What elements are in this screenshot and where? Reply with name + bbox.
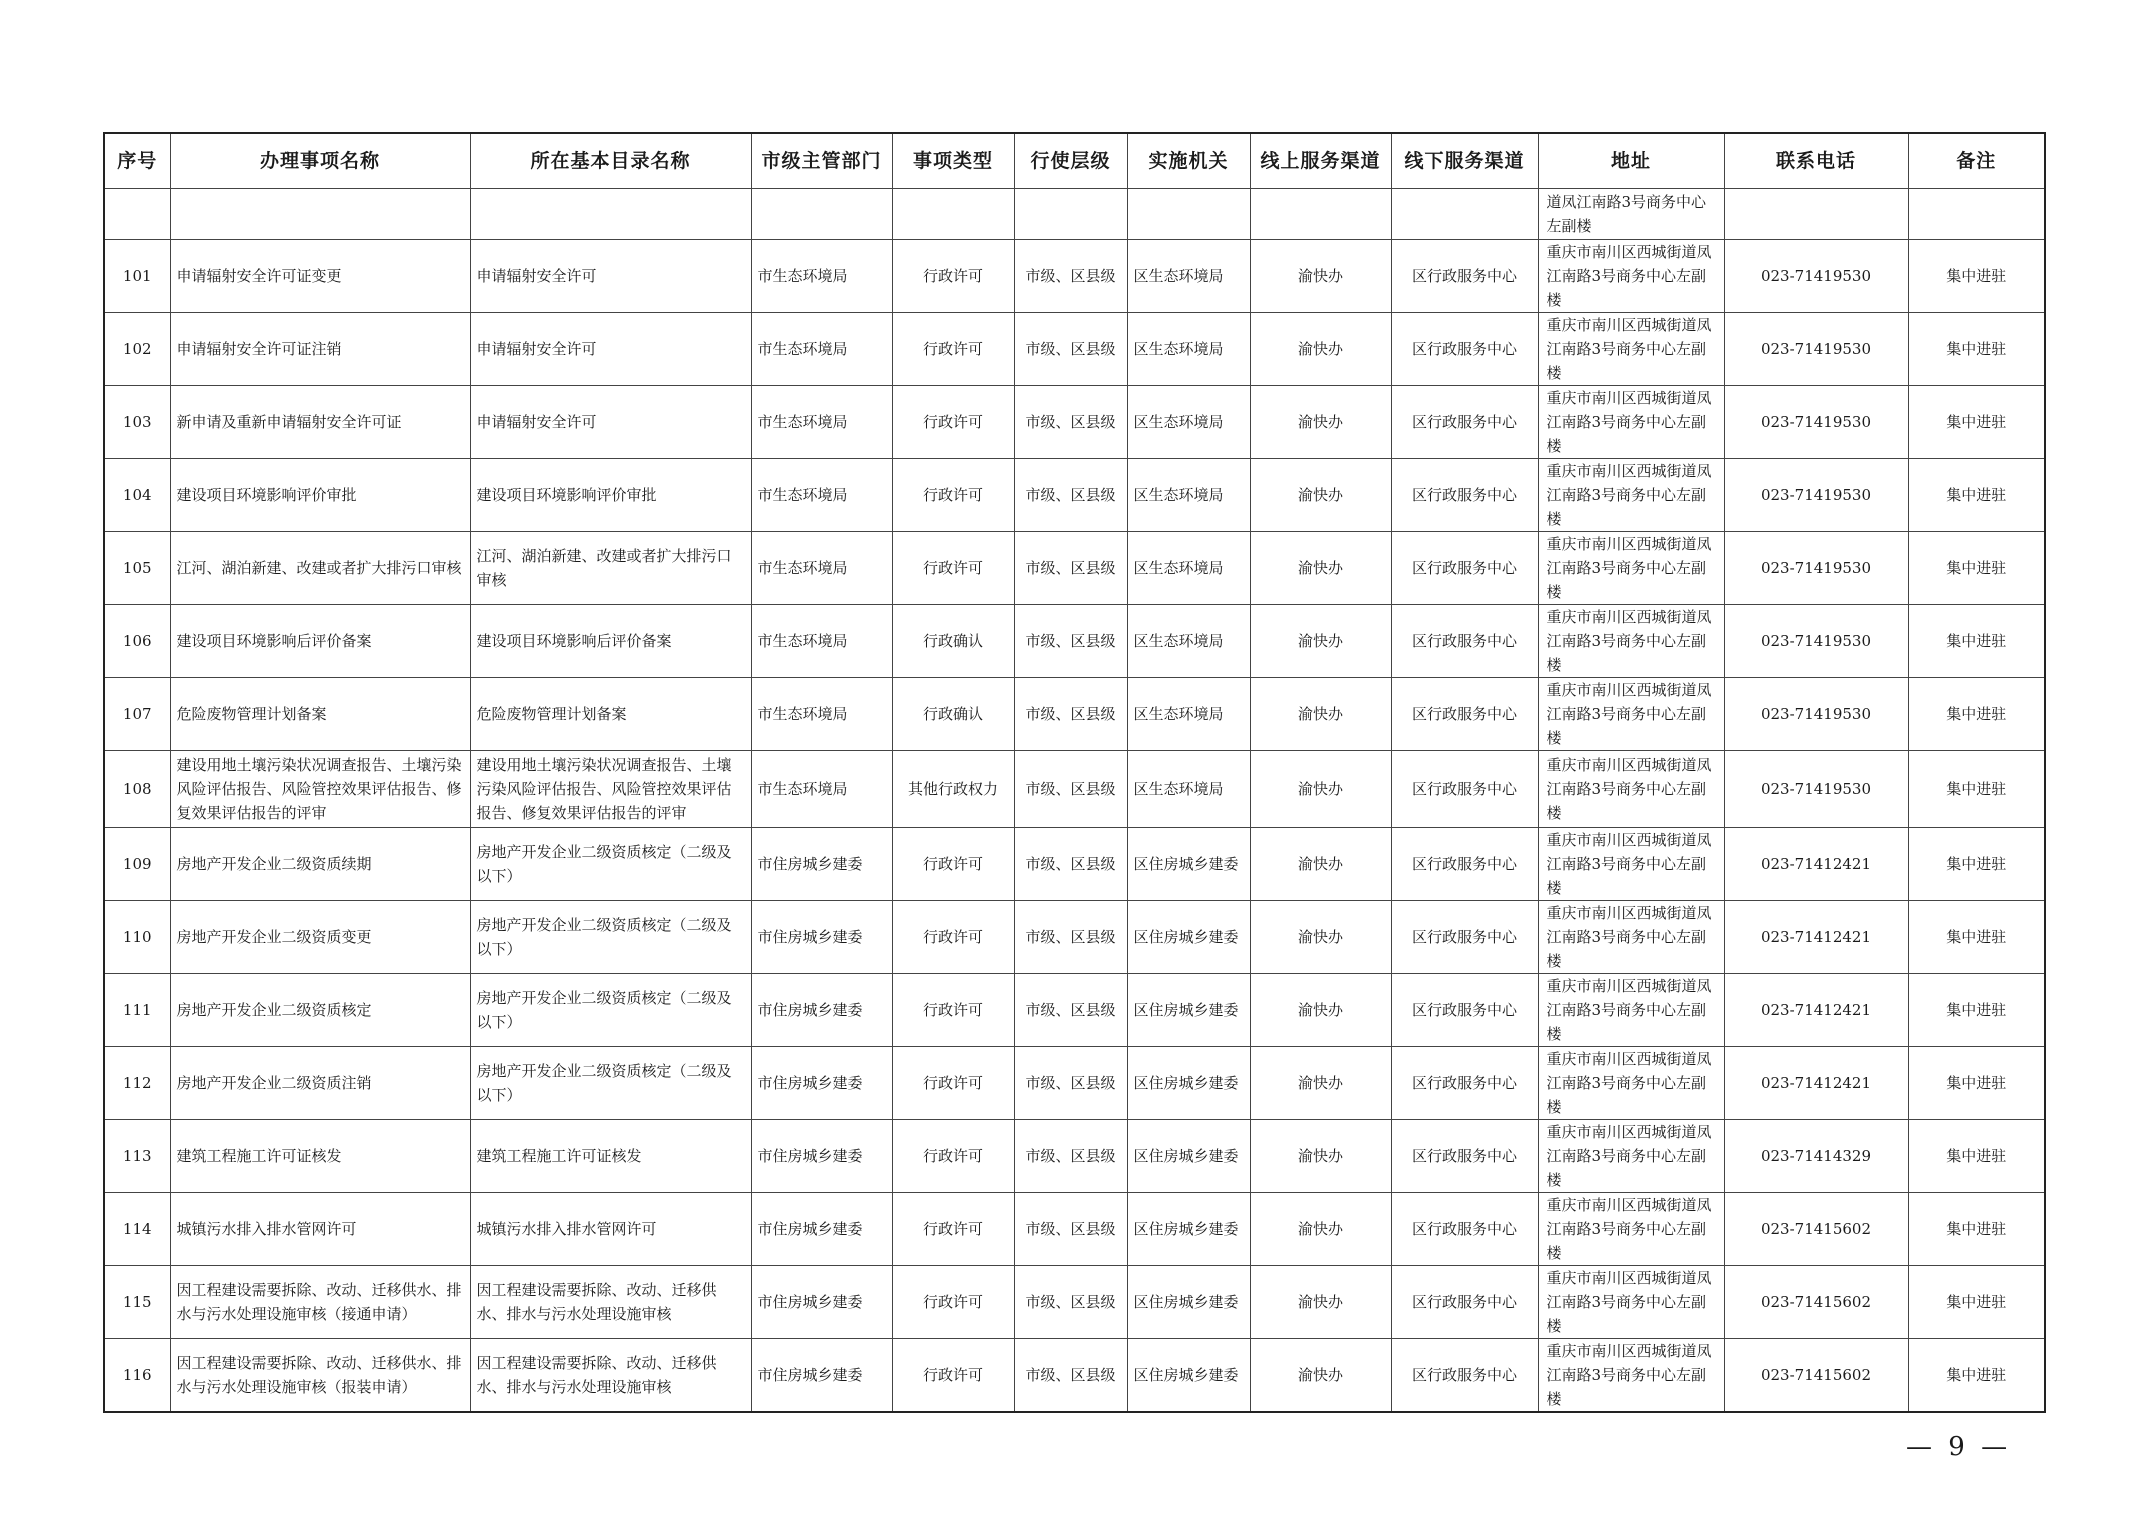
header-cell: 序号 [104, 133, 170, 189]
department-cell: 市住房城乡建委 [751, 1047, 892, 1120]
item-type-cell: 其他行政权力 [892, 751, 1014, 828]
row-number-cell: 113 [104, 1120, 170, 1193]
item-type-cell: 行政许可 [892, 828, 1014, 901]
note-cell: 集中进驻 [1908, 1266, 2045, 1339]
online-channel-cell: 渝快办 [1250, 1339, 1391, 1413]
agency-cell: 区生态环境局 [1127, 313, 1250, 386]
department-cell: 市生态环境局 [751, 751, 892, 828]
level-cell: 市级、区县级 [1014, 751, 1127, 828]
table-row [104, 1339, 2045, 1413]
table-row [104, 828, 2045, 901]
service-items-table [103, 132, 2046, 1413]
address-cell: 重庆市南川区西城街道凤江南路3号商务中心左副楼 [1538, 1120, 1724, 1193]
offline-channel-cell: 区行政服务中心 [1391, 386, 1538, 459]
table-row [104, 532, 2045, 605]
row-number-cell: 111 [104, 974, 170, 1047]
level-cell: 市级、区县级 [1014, 313, 1127, 386]
empty-cell [170, 189, 470, 240]
online-channel-cell: 渝快办 [1250, 828, 1391, 901]
header-cell: 事项类型 [892, 133, 1014, 189]
level-cell: 市级、区县级 [1014, 1266, 1127, 1339]
item-type-cell: 行政许可 [892, 974, 1014, 1047]
row-number-cell: 114 [104, 1193, 170, 1266]
department-cell: 市生态环境局 [751, 532, 892, 605]
level-cell: 市级、区县级 [1014, 974, 1127, 1047]
item-name-cell: 江河、湖泊新建、改建或者扩大排污口审核 [170, 532, 470, 605]
item-type-cell: 行政许可 [892, 313, 1014, 386]
item-name-cell: 建设用地土壤污染状况调查报告、土壤污染风险评估报告、风险管控效果评估报告、修复效果评估报告的评审 [170, 751, 470, 828]
row-number-cell: 101 [104, 240, 170, 313]
item-name-cell: 建筑工程施工许可证核发 [170, 1120, 470, 1193]
row-number-cell: 104 [104, 459, 170, 532]
online-channel-cell: 渝快办 [1250, 901, 1391, 974]
header-cell: 所在基本目录名称 [470, 133, 751, 189]
phone-cell: 023-71419530 [1724, 678, 1908, 751]
address-cell: 重庆市南川区西城街道凤江南路3号商务中心左副楼 [1538, 751, 1724, 828]
catalog-name-cell: 建设用地土壤污染状况调查报告、土壤污染风险评估报告、风险管控效果评估报告、修复效果评估报告的评审 [470, 751, 751, 828]
item-type-cell: 行政许可 [892, 901, 1014, 974]
department-cell: 市生态环境局 [751, 386, 892, 459]
phone-cell: 023-71412421 [1724, 901, 1908, 974]
table-body [104, 189, 2045, 1413]
level-cell: 市级、区县级 [1014, 678, 1127, 751]
catalog-name-cell: 建设项目环境影响评价审批 [470, 459, 751, 532]
phone-cell: 023-71419530 [1724, 605, 1908, 678]
online-channel-cell: 渝快办 [1250, 313, 1391, 386]
catalog-name-cell: 申请辐射安全许可 [470, 240, 751, 313]
empty-cell [892, 189, 1014, 240]
level-cell: 市级、区县级 [1014, 386, 1127, 459]
agency-cell: 区住房城乡建委 [1127, 1193, 1250, 1266]
header-cell: 市级主管部门 [751, 133, 892, 189]
note-cell: 集中进驻 [1908, 1120, 2045, 1193]
item-type-cell: 行政许可 [892, 1120, 1014, 1193]
phone-cell: 023-71412421 [1724, 1047, 1908, 1120]
phone-cell: 023-71415602 [1724, 1266, 1908, 1339]
header-cell: 线下服务渠道 [1391, 133, 1538, 189]
agency-cell: 区生态环境局 [1127, 386, 1250, 459]
item-type-cell: 行政许可 [892, 1193, 1014, 1266]
item-type-cell: 行政许可 [892, 240, 1014, 313]
phone-cell: 023-71412421 [1724, 974, 1908, 1047]
online-channel-cell: 渝快办 [1250, 1047, 1391, 1120]
item-type-cell: 行政确认 [892, 678, 1014, 751]
note-cell: 集中进驻 [1908, 459, 2045, 532]
department-cell: 市住房城乡建委 [751, 828, 892, 901]
address-cell: 重庆市南川区西城街道凤江南路3号商务中心左副楼 [1538, 974, 1724, 1047]
level-cell: 市级、区县级 [1014, 901, 1127, 974]
offline-channel-cell: 区行政服务中心 [1391, 751, 1538, 828]
header-cell: 线上服务渠道 [1250, 133, 1391, 189]
row-number-cell: 105 [104, 532, 170, 605]
table-row [104, 459, 2045, 532]
address-cell: 重庆市南川区西城街道凤江南路3号商务中心左副楼 [1538, 1193, 1724, 1266]
offline-channel-cell: 区行政服务中心 [1391, 974, 1538, 1047]
item-name-cell: 房地产开发企业二级资质核定 [170, 974, 470, 1047]
offline-channel-cell: 区行政服务中心 [1391, 605, 1538, 678]
online-channel-cell: 渝快办 [1250, 1120, 1391, 1193]
department-cell: 市住房城乡建委 [751, 901, 892, 974]
item-type-cell: 行政许可 [892, 1339, 1014, 1413]
header-cell: 实施机关 [1127, 133, 1250, 189]
department-cell: 市住房城乡建委 [751, 1120, 892, 1193]
page-number: — 9 — [1906, 1432, 2012, 1462]
note-cell: 集中进驻 [1908, 1193, 2045, 1266]
level-cell: 市级、区县级 [1014, 459, 1127, 532]
note-cell: 集中进驻 [1908, 1339, 2045, 1413]
offline-channel-cell: 区行政服务中心 [1391, 1120, 1538, 1193]
table-row [104, 751, 2045, 828]
address-cell: 重庆市南川区西城街道凤江南路3号商务中心左副楼 [1538, 240, 1724, 313]
row-number-cell: 115 [104, 1266, 170, 1339]
item-name-cell: 因工程建设需要拆除、改动、迁移供水、排水与污水处理设施审核（报装申请） [170, 1339, 470, 1413]
agency-cell: 区生态环境局 [1127, 532, 1250, 605]
item-name-cell: 新申请及重新申请辐射安全许可证 [170, 386, 470, 459]
empty-cell [470, 189, 751, 240]
phone-cell: 023-71419530 [1724, 751, 1908, 828]
table-row [104, 678, 2045, 751]
note-cell: 集中进驻 [1908, 901, 2045, 974]
note-cell: 集中进驻 [1908, 386, 2045, 459]
department-cell: 市住房城乡建委 [751, 1339, 892, 1413]
note-cell: 集中进驻 [1908, 751, 2045, 828]
item-name-cell: 房地产开发企业二级资质续期 [170, 828, 470, 901]
catalog-name-cell: 房地产开发企业二级资质核定（二级及以下） [470, 1047, 751, 1120]
table-row [104, 313, 2045, 386]
address-cell: 道凤江南路3号商务中心左副楼 [1538, 189, 1724, 240]
catalog-name-cell: 城镇污水排入排水管网许可 [470, 1193, 751, 1266]
item-type-cell: 行政许可 [892, 459, 1014, 532]
row-number-cell: 106 [104, 605, 170, 678]
row-number-cell: 112 [104, 1047, 170, 1120]
empty-cell [1127, 189, 1250, 240]
department-cell: 市生态环境局 [751, 313, 892, 386]
address-cell: 重庆市南川区西城街道凤江南路3号商务中心左副楼 [1538, 532, 1724, 605]
row-number-cell: 107 [104, 678, 170, 751]
online-channel-cell: 渝快办 [1250, 459, 1391, 532]
table-row [104, 974, 2045, 1047]
address-cell: 重庆市南川区西城街道凤江南路3号商务中心左副楼 [1538, 1266, 1724, 1339]
offline-channel-cell: 区行政服务中心 [1391, 1193, 1538, 1266]
note-cell: 集中进驻 [1908, 974, 2045, 1047]
item-type-cell: 行政许可 [892, 1047, 1014, 1120]
agency-cell: 区住房城乡建委 [1127, 901, 1250, 974]
phone-cell: 023-71419530 [1724, 532, 1908, 605]
row-number-cell: 109 [104, 828, 170, 901]
catalog-name-cell: 江河、湖泊新建、改建或者扩大排污口审核 [470, 532, 751, 605]
offline-channel-cell: 区行政服务中心 [1391, 313, 1538, 386]
phone-cell: 023-71412421 [1724, 828, 1908, 901]
offline-channel-cell: 区行政服务中心 [1391, 459, 1538, 532]
catalog-name-cell: 房地产开发企业二级资质核定（二级及以下） [470, 901, 751, 974]
phone-cell: 023-71419530 [1724, 386, 1908, 459]
table-row [104, 1047, 2045, 1120]
level-cell: 市级、区县级 [1014, 605, 1127, 678]
item-type-cell: 行政确认 [892, 605, 1014, 678]
offline-channel-cell: 区行政服务中心 [1391, 240, 1538, 313]
empty-cell [1250, 189, 1391, 240]
phone-cell: 023-71419530 [1724, 240, 1908, 313]
address-cell: 重庆市南川区西城街道凤江南路3号商务中心左副楼 [1538, 605, 1724, 678]
level-cell: 市级、区县级 [1014, 532, 1127, 605]
address-cell: 重庆市南川区西城街道凤江南路3号商务中心左副楼 [1538, 1339, 1724, 1413]
item-name-cell: 建设项目环境影响评价审批 [170, 459, 470, 532]
offline-channel-cell: 区行政服务中心 [1391, 828, 1538, 901]
level-cell: 市级、区县级 [1014, 240, 1127, 313]
row-number-cell: 103 [104, 386, 170, 459]
continuation-row [104, 189, 2045, 240]
address-cell: 重庆市南川区西城街道凤江南路3号商务中心左副楼 [1538, 459, 1724, 532]
table-row [104, 1120, 2045, 1193]
offline-channel-cell: 区行政服务中心 [1391, 1339, 1538, 1413]
note-cell: 集中进驻 [1908, 1047, 2045, 1120]
header-cell: 联系电话 [1724, 133, 1908, 189]
table-row [104, 1193, 2045, 1266]
item-type-cell: 行政许可 [892, 1266, 1014, 1339]
item-name-cell: 申请辐射安全许可证变更 [170, 240, 470, 313]
agency-cell: 区生态环境局 [1127, 678, 1250, 751]
note-cell: 集中进驻 [1908, 532, 2045, 605]
level-cell: 市级、区县级 [1014, 1193, 1127, 1266]
offline-channel-cell: 区行政服务中心 [1391, 532, 1538, 605]
empty-cell [1391, 189, 1538, 240]
offline-channel-cell: 区行政服务中心 [1391, 1047, 1538, 1120]
agency-cell: 区生态环境局 [1127, 751, 1250, 828]
agency-cell: 区生态环境局 [1127, 459, 1250, 532]
table-row [104, 901, 2045, 974]
note-cell: 集中进驻 [1908, 678, 2045, 751]
item-type-cell: 行政许可 [892, 386, 1014, 459]
item-name-cell: 房地产开发企业二级资质注销 [170, 1047, 470, 1120]
department-cell: 市生态环境局 [751, 459, 892, 532]
online-channel-cell: 渝快办 [1250, 240, 1391, 313]
offline-channel-cell: 区行政服务中心 [1391, 1266, 1538, 1339]
address-cell: 重庆市南川区西城街道凤江南路3号商务中心左副楼 [1538, 1047, 1724, 1120]
agency-cell: 区住房城乡建委 [1127, 1339, 1250, 1413]
agency-cell: 区生态环境局 [1127, 240, 1250, 313]
table-row [104, 386, 2045, 459]
online-channel-cell: 渝快办 [1250, 751, 1391, 828]
row-number-cell: 108 [104, 751, 170, 828]
catalog-name-cell: 申请辐射安全许可 [470, 313, 751, 386]
agency-cell: 区住房城乡建委 [1127, 1266, 1250, 1339]
item-type-cell: 行政许可 [892, 532, 1014, 605]
table-row [104, 605, 2045, 678]
phone-cell: 023-71414329 [1724, 1120, 1908, 1193]
header-cell: 办理事项名称 [170, 133, 470, 189]
agency-cell: 区生态环境局 [1127, 605, 1250, 678]
department-cell: 市生态环境局 [751, 240, 892, 313]
online-channel-cell: 渝快办 [1250, 974, 1391, 1047]
catalog-name-cell: 因工程建设需要拆除、改动、迁移供水、排水与污水处理设施审核 [470, 1266, 751, 1339]
empty-cell [751, 189, 892, 240]
empty-cell [1014, 189, 1127, 240]
agency-cell: 区住房城乡建委 [1127, 1120, 1250, 1193]
department-cell: 市住房城乡建委 [751, 1266, 892, 1339]
empty-cell [1908, 189, 2045, 240]
item-name-cell: 城镇污水排入排水管网许可 [170, 1193, 470, 1266]
row-number-cell: 116 [104, 1339, 170, 1413]
catalog-name-cell: 因工程建设需要拆除、改动、迁移供水、排水与污水处理设施审核 [470, 1339, 751, 1413]
header-cell: 备注 [1908, 133, 2045, 189]
note-cell: 集中进驻 [1908, 605, 2045, 678]
level-cell: 市级、区县级 [1014, 1047, 1127, 1120]
catalog-name-cell: 建筑工程施工许可证核发 [470, 1120, 751, 1193]
note-cell: 集中进驻 [1908, 828, 2045, 901]
department-cell: 市生态环境局 [751, 605, 892, 678]
online-channel-cell: 渝快办 [1250, 386, 1391, 459]
table-header-row [104, 133, 2045, 189]
header-cell: 地址 [1538, 133, 1724, 189]
table-row [104, 240, 2045, 313]
service-items-table-container [103, 132, 2044, 1413]
table-row [104, 1266, 2045, 1339]
address-cell: 重庆市南川区西城街道凤江南路3号商务中心左副楼 [1538, 901, 1724, 974]
agency-cell: 区住房城乡建委 [1127, 828, 1250, 901]
catalog-name-cell: 房地产开发企业二级资质核定（二级及以下） [470, 974, 751, 1047]
offline-channel-cell: 区行政服务中心 [1391, 678, 1538, 751]
online-channel-cell: 渝快办 [1250, 605, 1391, 678]
offline-channel-cell: 区行政服务中心 [1391, 901, 1538, 974]
online-channel-cell: 渝快办 [1250, 678, 1391, 751]
note-cell: 集中进驻 [1908, 240, 2045, 313]
header-cell: 行使层级 [1014, 133, 1127, 189]
online-channel-cell: 渝快办 [1250, 1193, 1391, 1266]
address-cell: 重庆市南川区西城街道凤江南路3号商务中心左副楼 [1538, 678, 1724, 751]
empty-cell [1724, 189, 1908, 240]
agency-cell: 区住房城乡建委 [1127, 1047, 1250, 1120]
agency-cell: 区住房城乡建委 [1127, 974, 1250, 1047]
department-cell: 市住房城乡建委 [751, 974, 892, 1047]
phone-cell: 023-71419530 [1724, 313, 1908, 386]
catalog-name-cell: 房地产开发企业二级资质核定（二级及以下） [470, 828, 751, 901]
address-cell: 重庆市南川区西城街道凤江南路3号商务中心左副楼 [1538, 828, 1724, 901]
item-name-cell: 申请辐射安全许可证注销 [170, 313, 470, 386]
department-cell: 市住房城乡建委 [751, 1193, 892, 1266]
phone-cell: 023-71415602 [1724, 1339, 1908, 1413]
address-cell: 重庆市南川区西城街道凤江南路3号商务中心左副楼 [1538, 313, 1724, 386]
empty-cell [104, 189, 170, 240]
catalog-name-cell: 危险废物管理计划备案 [470, 678, 751, 751]
level-cell: 市级、区县级 [1014, 1339, 1127, 1413]
catalog-name-cell: 建设项目环境影响后评价备案 [470, 605, 751, 678]
online-channel-cell: 渝快办 [1250, 532, 1391, 605]
item-name-cell: 危险废物管理计划备案 [170, 678, 470, 751]
online-channel-cell: 渝快办 [1250, 1266, 1391, 1339]
item-name-cell: 房地产开发企业二级资质变更 [170, 901, 470, 974]
row-number-cell: 110 [104, 901, 170, 974]
level-cell: 市级、区县级 [1014, 1120, 1127, 1193]
row-number-cell: 102 [104, 313, 170, 386]
address-cell: 重庆市南川区西城街道凤江南路3号商务中心左副楼 [1538, 386, 1724, 459]
department-cell: 市生态环境局 [751, 678, 892, 751]
catalog-name-cell: 申请辐射安全许可 [470, 386, 751, 459]
phone-cell: 023-71415602 [1724, 1193, 1908, 1266]
phone-cell: 023-71419530 [1724, 459, 1908, 532]
item-name-cell: 建设项目环境影响后评价备案 [170, 605, 470, 678]
note-cell: 集中进驻 [1908, 313, 2045, 386]
level-cell: 市级、区县级 [1014, 828, 1127, 901]
item-name-cell: 因工程建设需要拆除、改动、迁移供水、排水与污水处理设施审核（接通申请） [170, 1266, 470, 1339]
